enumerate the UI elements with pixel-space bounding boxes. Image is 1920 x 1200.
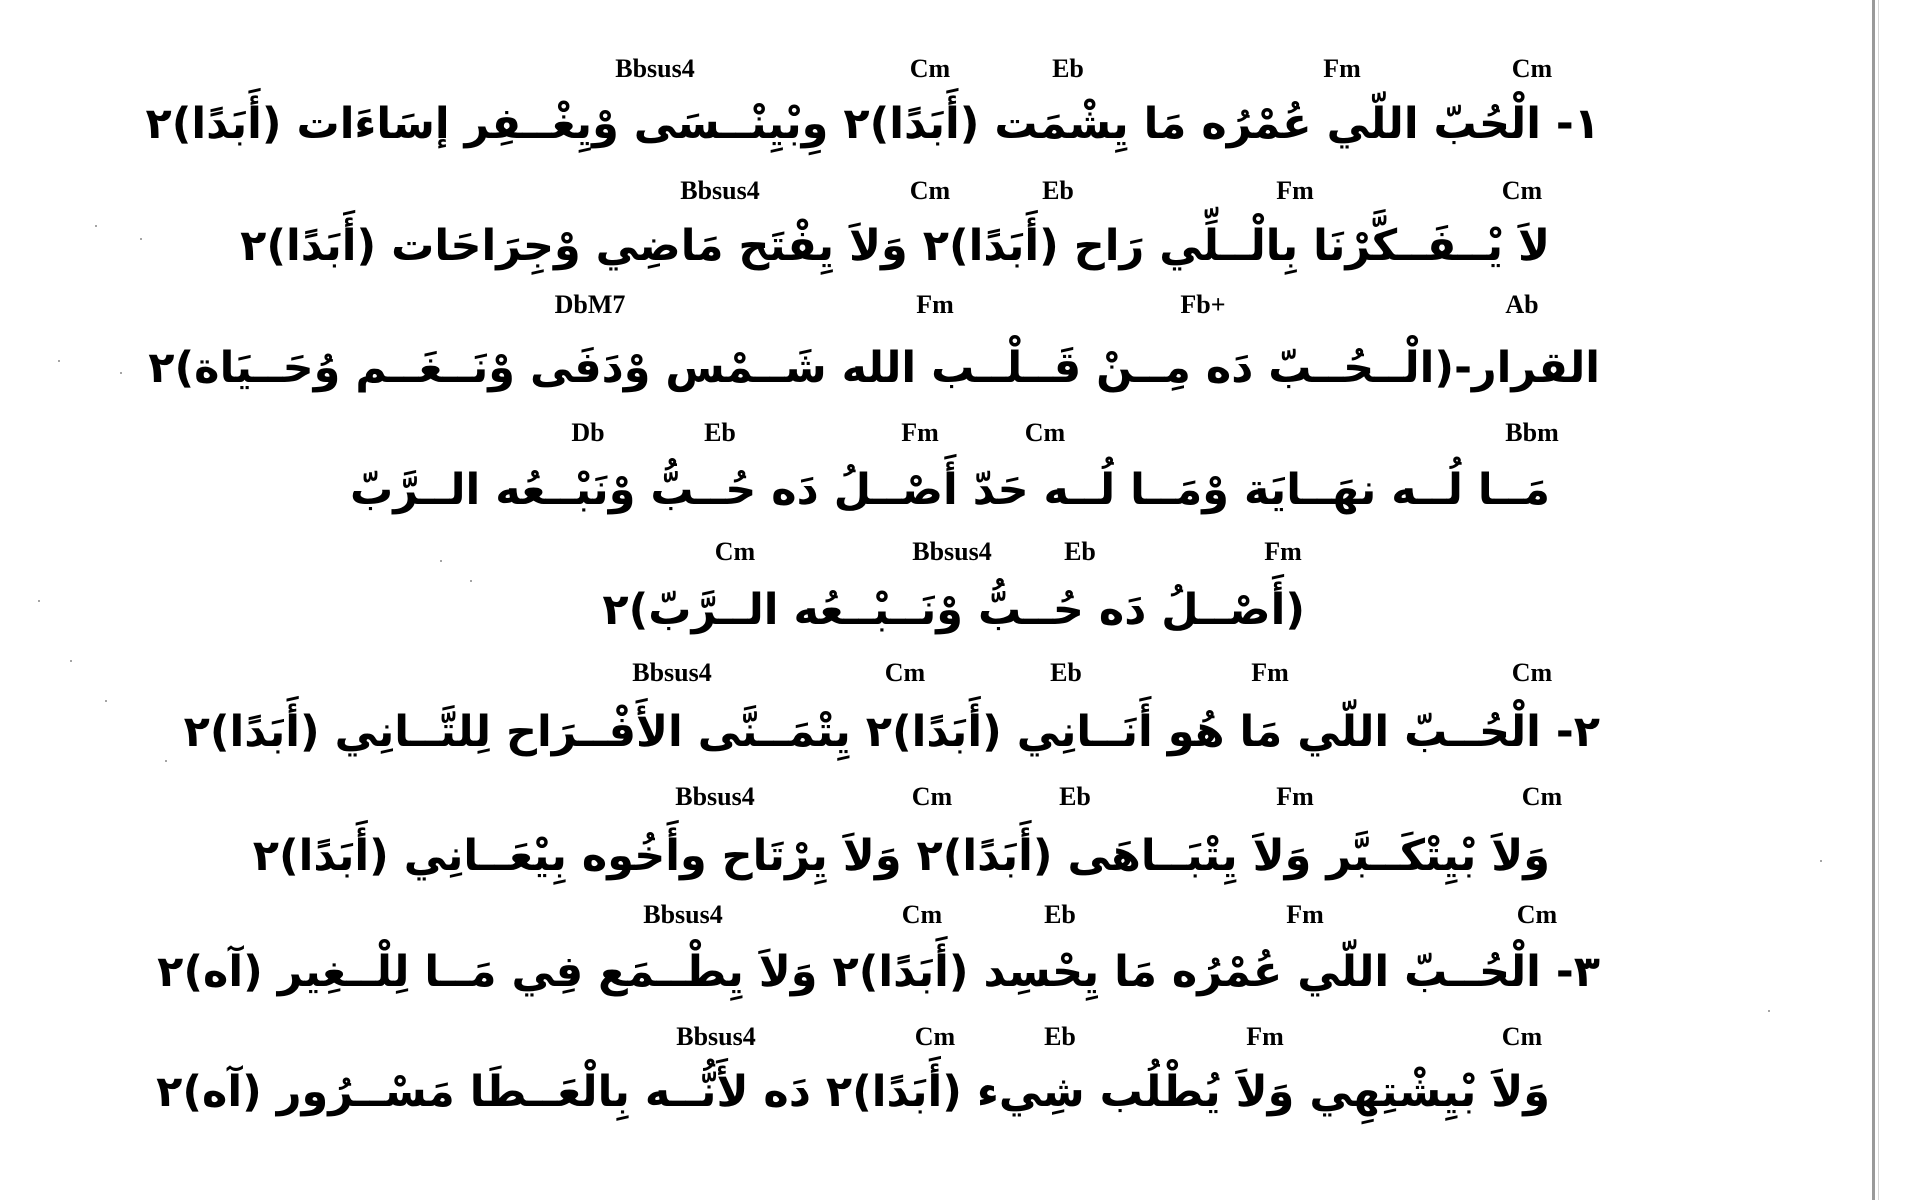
chord: Cm [1521, 782, 1563, 811]
chord: Cm [909, 176, 951, 205]
chord: Cm [884, 658, 926, 687]
chord: Fm [901, 418, 939, 447]
chord: Fm [1286, 900, 1324, 929]
chord: Fm [916, 290, 954, 319]
chord: Cm [1024, 418, 1066, 447]
lyric-line: مَــا لُــه نهَــايَة وْمَــا لُــه حَدّ أَصْــلُ دَه حُــبُّ وْنَبْــعُه الــرَّبّ [350, 465, 1550, 515]
scan-speck [1820, 860, 1822, 862]
chord: Bbm [1505, 418, 1559, 447]
page-edge-line [1872, 0, 1875, 1200]
lyric-line: وَلاَ بْيِشْتِهِي وَلاَ يُطْلُب شِيء (أَبَدًا)٢ دَه لأَنُّــه بِالْعَــطَا مَسْــرُور (آه)٢ [156, 1067, 1550, 1117]
chord: Fm [1246, 1022, 1284, 1051]
scan-speck [105, 700, 107, 702]
scan-speck [58, 360, 60, 362]
scan-speck [70, 660, 72, 662]
chord: Cm [1501, 1022, 1543, 1051]
chord: Eb [704, 418, 736, 447]
chord: Cm [1516, 900, 1558, 929]
page-edge-line-secondary [1878, 0, 1879, 1200]
chord: Cm [914, 1022, 956, 1051]
lyric-line: القرار-(الْــحُــبّ دَه مِــنْ قَــلْــب الله شَــمْس وْدَفَى وْنَــغَــم وُحَــيَاة)٢ [148, 343, 1600, 393]
chord: Fm [1323, 54, 1361, 83]
chord: Bbsus4 [632, 658, 712, 687]
chord: Fm [1276, 782, 1314, 811]
chord: Eb [1050, 658, 1082, 687]
lyric-line: ٣- الْحُــبّ اللّي عُمْرُه مَا يِحْسِد (أَبَدًا)٢ وَلاَ يِطْــمَع فِي مَــا لِلْــغِير (آه)٢ [157, 947, 1600, 997]
scan-speck [470, 580, 472, 582]
lyric-line: وَلاَ بْيِتْكَــبَّر وَلاَ يِتْبَــاهَى (أَبَدًا)٢ وَلاَ يِرْتَاح وأَخُوه بِيْعَــانِي (أَبَدًا)٢ [252, 831, 1550, 881]
chord: Eb [1042, 176, 1074, 205]
chord: Eb [1052, 54, 1084, 83]
chord: Fm [1251, 658, 1289, 687]
chord: Bbsus4 [912, 537, 992, 566]
chord: DbM7 [554, 290, 626, 319]
chord: Eb [1044, 1022, 1076, 1051]
scan-speck [95, 225, 97, 227]
chord: Ab [1505, 290, 1539, 319]
scan-speck [140, 238, 142, 240]
scan-speck [120, 372, 122, 374]
chord: Bbsus4 [615, 54, 695, 83]
scan-speck [165, 760, 167, 762]
lyric-line: (أَصْــلُ دَه حُــبُّ وْنَــبْــعُه الــرَّبّ)٢ [602, 585, 1305, 635]
chord: Bbsus4 [675, 782, 755, 811]
chord: Eb [1044, 900, 1076, 929]
lyric-line: ١- الْحُبّ اللّي عُمْرُه مَا يِشْمَت (أَبَدًا)٢ وِبْيِنْــسَى وْيِغْــفِر إسَاءَات (أَبَدًا)٢ [145, 99, 1600, 149]
chord: Eb [1064, 537, 1096, 566]
chord: Fm [1264, 537, 1302, 566]
chord: Bbsus4 [643, 900, 723, 929]
chord: Cm [1511, 658, 1553, 687]
chord: Cm [1511, 54, 1553, 83]
chord: Cm [901, 900, 943, 929]
chord: Cm [911, 782, 953, 811]
chord: Cm [714, 537, 756, 566]
chord: Bbsus4 [680, 176, 760, 205]
chord: Bbsus4 [676, 1022, 756, 1051]
chord: Cm [1501, 176, 1543, 205]
chord: Fm [1276, 176, 1314, 205]
chord: Db [571, 418, 605, 447]
chord: Cm [909, 54, 951, 83]
lyric-line: ٢- الْحُــبّ اللّي مَا هُو أَنَــانِي (أَبَدًا)٢ يِتْمَــنَّى الأَفْــرَاح لِلتَّــانِي (أَبَدًا)٢ [183, 707, 1600, 757]
scan-speck [440, 560, 442, 562]
chord: Eb [1059, 782, 1091, 811]
scan-speck [1768, 1010, 1770, 1012]
lyric-line: لاَ يْــفَــكَّرْنَا بِالْــلِّي رَاح (أَبَدًا)٢ وَلاَ يِفْتَح مَاضِي وْجِرَاحَات (أَبَدًا)٢ [240, 221, 1550, 271]
chord: Fb+ [1180, 290, 1226, 319]
scan-speck [38, 600, 40, 602]
